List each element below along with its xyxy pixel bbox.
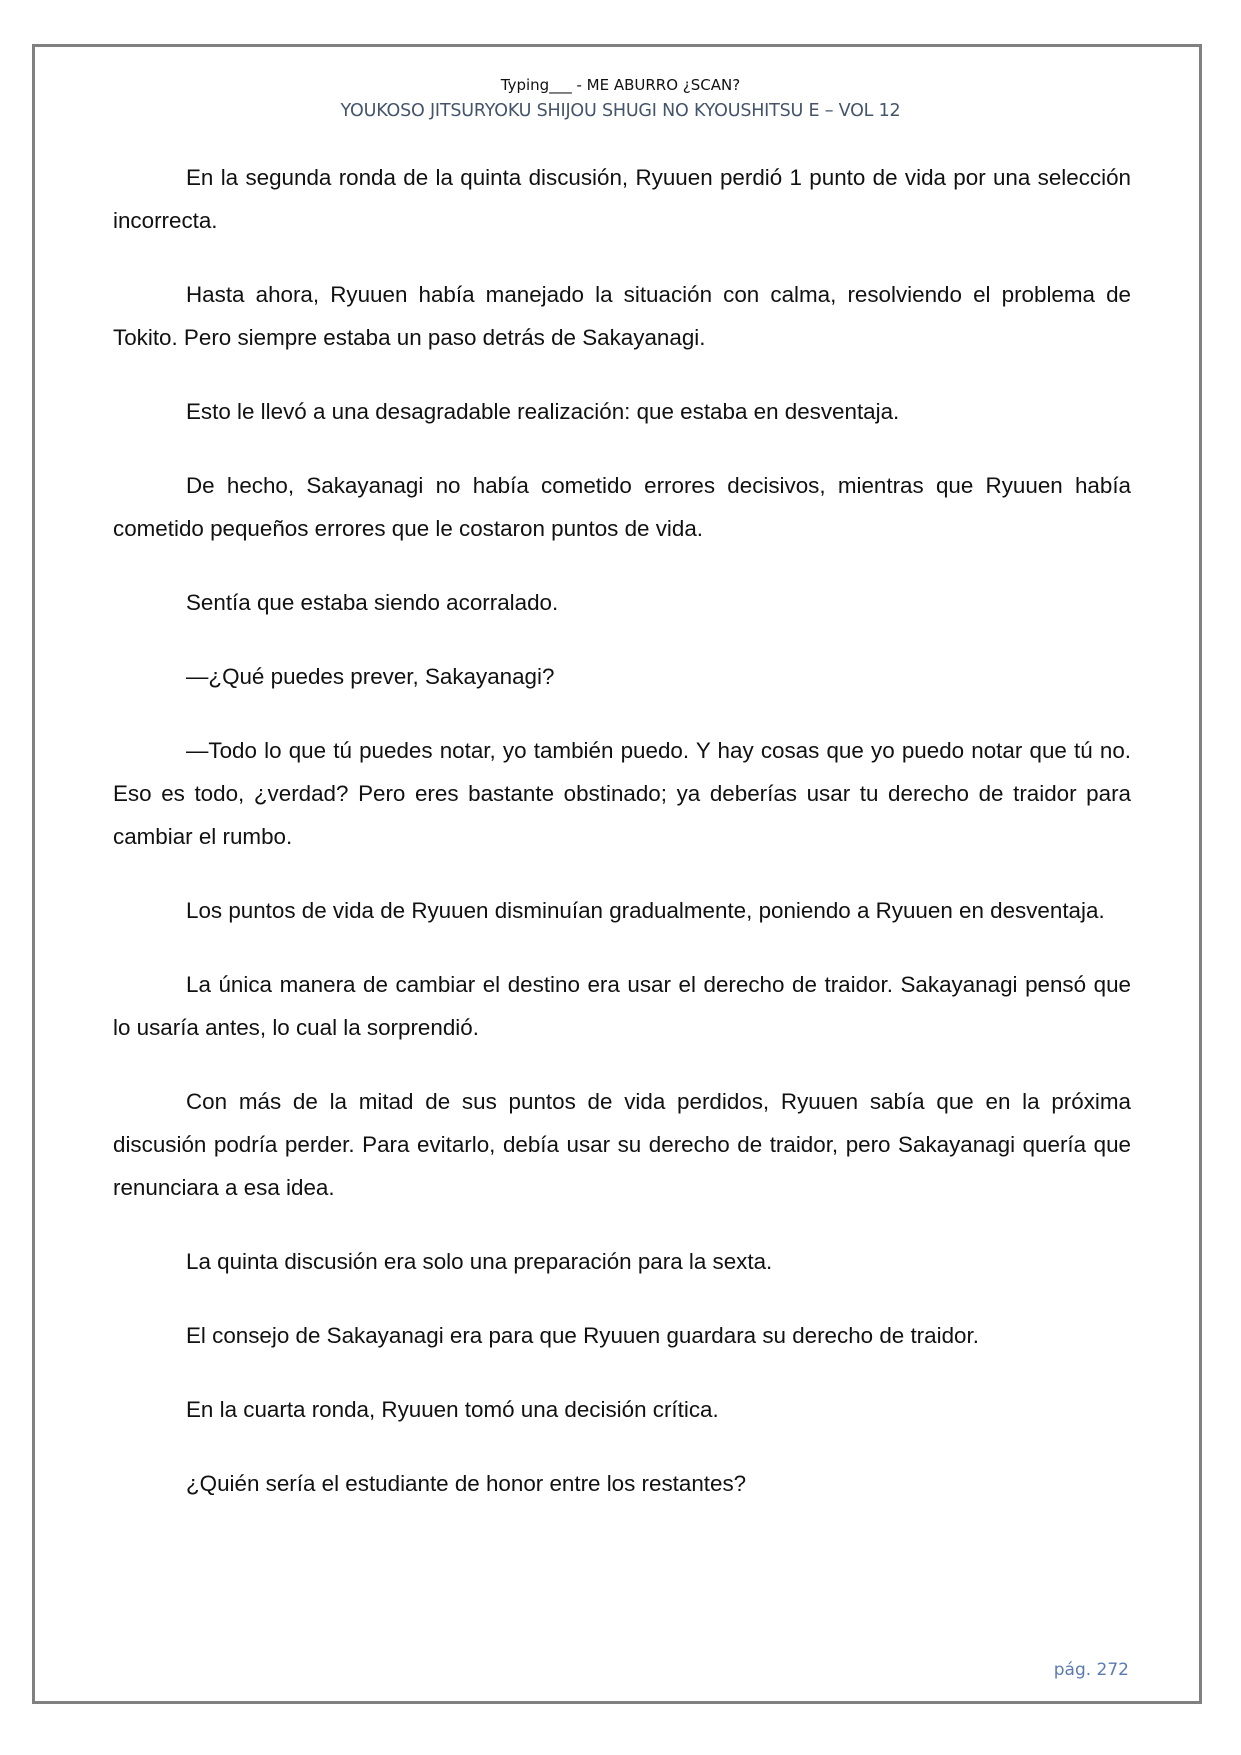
paragraph: ¿Quién sería el estudiante de honor entre los restantes? [186, 1471, 747, 1496]
paragraph: —¿Qué puedes prever, Sakayanagi? [186, 664, 555, 689]
paragraph: El consejo de Sakayanagi era para que Ryuuen guardara su derecho de traidor. [186, 1323, 979, 1348]
paragraph: Sentía que estaba siendo acorralado. [186, 590, 559, 615]
paragraph: De hecho, Sakayanagi no había cometido errores decisivos, mientras que Ryuuen había cometido pequeños errores que le costaron puntos de vida. [113, 473, 1131, 541]
paragraph: —Todo lo que tú puedes notar, yo también puedo. Y hay cosas que yo puedo notar que tú no. Eso es todo, ¿verdad? Pero eres bastante obstinado; ya deberías usar tu derecho de traidor para cambiar el rumbo. [113, 738, 1131, 849]
header-title: YOUKOSO JITSURYOKU SHIJOU SHUGI NO KYOUSHITSU E – VOL 12 [340, 101, 901, 121]
paragraph: En la segunda ronda de la quinta discusión, Ryuuen perdió 1 punto de vida por una selección incorrecta. [113, 165, 1131, 233]
paragraph: Esto le llevó a una desagradable realización: que estaba en desventaja. [186, 399, 900, 424]
paragraph: Los puntos de vida de Ryuuen disminuían gradualmente, poniendo a Ryuuen en desventaja. [186, 898, 1105, 923]
paragraph: Hasta ahora, Ryuuen había manejado la situación con calma, resolviendo el problema de Tokito. Pero siempre estaba un paso detrás de Sakayanagi. [113, 282, 1131, 350]
paragraph: En la cuarta ronda, Ryuuen tomó una decisión crítica. [186, 1397, 719, 1422]
paragraph: Con más de la mitad de sus puntos de vida perdidos, Ryuuen sabía que en la próxima discusión podría perder. Para evitarlo, debía usar su derecho de traidor, pero Sakayanagi quería que renunciara a esa idea. [113, 1089, 1131, 1200]
paragraph: La única manera de cambiar el destino era usar el derecho de traidor. Sakayanagi pensó que lo usaría antes, lo cual la sorprendió. [113, 972, 1131, 1040]
header-credits: Typing___ - ME ABURRO ¿SCAN? [500, 76, 741, 94]
paragraph: La quinta discusión era solo una preparación para la sexta. [186, 1249, 773, 1274]
page-body [113, 156, 1131, 1536]
page-number: pág. 272 [1053, 1660, 1129, 1680]
